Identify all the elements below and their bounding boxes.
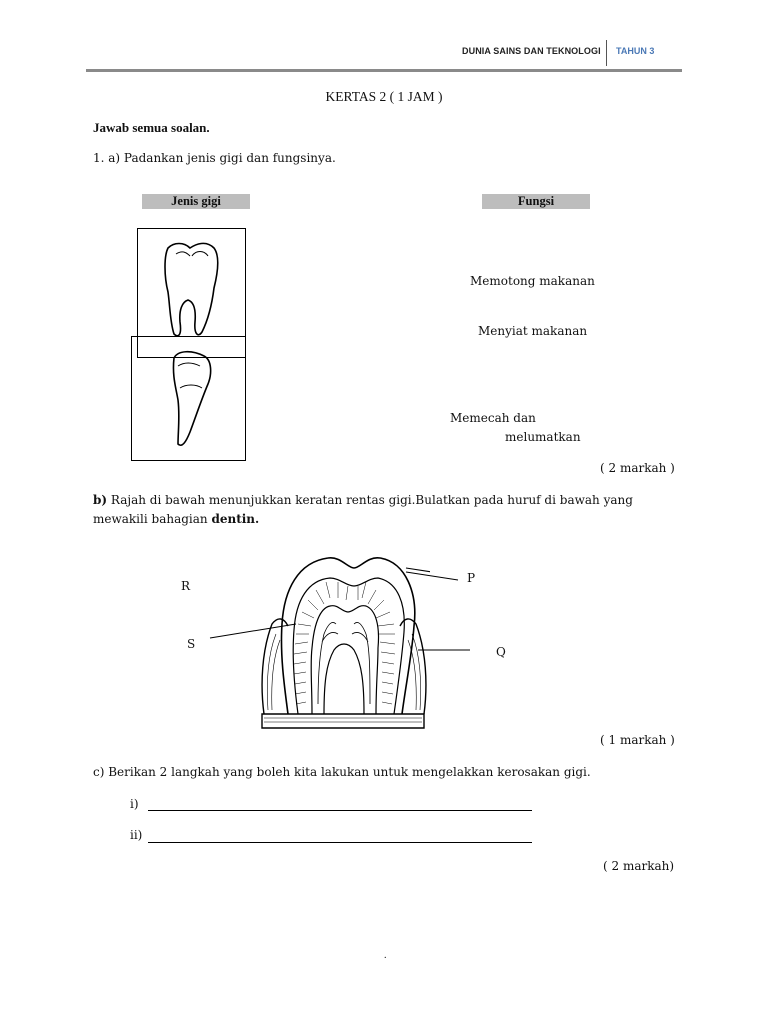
q1b-text-line2: mewakili bahagian bbox=[93, 512, 212, 526]
q1a-marks: ( 2 markah ) bbox=[600, 461, 675, 475]
diagram-leader-lines bbox=[200, 560, 470, 660]
q1b-bold-word: dentin. bbox=[211, 512, 260, 526]
function-cut: Memotong makanan bbox=[470, 274, 595, 288]
canine-tooth-icon bbox=[173, 352, 210, 446]
function-grind-line1: Memecah dan bbox=[450, 411, 536, 425]
header-subject: DUNIA SAINS DAN TEKNOLOGI bbox=[462, 46, 601, 56]
paper-title: KERTAS 2 ( 1 JAM ) bbox=[325, 89, 443, 104]
tooth-types-drawing bbox=[130, 226, 250, 462]
header-year: TAHUN 3 bbox=[616, 46, 655, 56]
molar-tooth-icon bbox=[165, 243, 218, 335]
function-grind-line2: melumatkan bbox=[505, 430, 581, 444]
q1b-text-line1: Rajah di bawah menunjukkan keratan rentas gigi.Bulatkan pada huruf di bawah yang bbox=[110, 493, 633, 507]
label-p[interactable]: P bbox=[467, 571, 476, 585]
q1b-prompt bbox=[93, 493, 693, 507]
answer-line-ii[interactable] bbox=[148, 842, 532, 843]
q1c-item-i-label: i) bbox=[130, 797, 139, 811]
column-header-function: Fungsi bbox=[480, 194, 590, 209]
q1c-prompt: c) Berikan 2 langkah yang boleh kita lakukan untuk mengelakkan kerosakan gigi. bbox=[93, 765, 591, 779]
q1b-prompt-line2 bbox=[93, 512, 259, 526]
column-header-tooth-type: Jenis gigi bbox=[140, 194, 250, 209]
q1c-marks: ( 2 markah) bbox=[603, 859, 675, 873]
label-q[interactable]: Q bbox=[496, 645, 506, 659]
instruction: Jawab semua soalan. bbox=[93, 120, 210, 135]
footer-dot: . bbox=[384, 950, 387, 961]
q1a-prompt: 1. a) Padankan jenis gigi dan fungsinya. bbox=[93, 151, 336, 165]
q1b-label: b) bbox=[93, 493, 108, 507]
header-rule bbox=[86, 69, 682, 72]
header-separator bbox=[606, 40, 607, 66]
label-r[interactable]: R bbox=[181, 579, 191, 593]
label-s[interactable]: S bbox=[187, 637, 196, 651]
q1b-marks: ( 1 markah ) bbox=[600, 733, 675, 747]
q1c-item-ii-label: ii) bbox=[130, 828, 143, 842]
function-tear: Menyiat makanan bbox=[478, 324, 588, 338]
answer-line-i[interactable] bbox=[148, 810, 532, 811]
